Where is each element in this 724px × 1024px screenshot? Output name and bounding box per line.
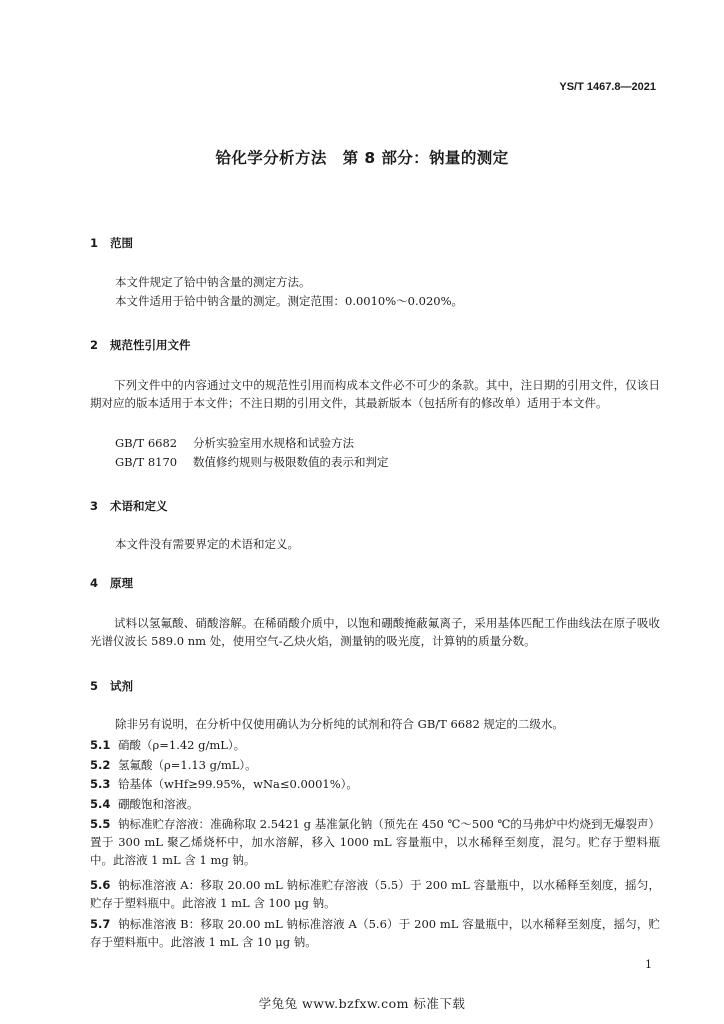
footer-watermark: 学兔兔 www.bzfxw.com 标准下载	[258, 996, 466, 1011]
item-number: 5.2	[90, 758, 111, 772]
reference-item	[115, 434, 354, 452]
item-text: 钠标准贮存溶液：准确称取 2.5421 g 基准氯化钠（预先在 450 ℃～500 ℃的马弗炉中灼烧到无爆裂声）置于 300 mL 聚乙烯烧杯中，加水溶解，移入 1000 mL 容量瓶中，以水稀释至刻度，混匀。贮存于塑料瓶中。此溶液 1 mL 含 1 mg 钠。	[90, 817, 660, 867]
paragraph: 本文件没有需要界定的术语和定义。	[115, 537, 299, 551]
section-2-heading	[90, 337, 191, 353]
paragraph: 试料以氢氟酸、硝酸溶解。在稀硝酸介质中，以饱和硼酸掩蔽氟离子，采用基体匹配工作曲线法在原子吸收光谱仪波长 589.0 nm 处，使用空气-乙炔火焰，测量钠的吸光度，计算钠的质量分数。	[90, 616, 660, 648]
standard-code: YS/T 1467.8—2021	[559, 81, 656, 93]
section-3-heading	[90, 498, 168, 514]
list-item	[90, 815, 660, 869]
item-text: 硼酸饱和溶液。	[118, 797, 199, 811]
reference-name: 分析实验室用水规格和试验方法	[193, 436, 354, 450]
list-item	[90, 736, 245, 754]
section-number: 2	[90, 338, 99, 352]
reference-item	[115, 453, 389, 471]
section-4-heading	[90, 575, 133, 591]
section-number: 5	[90, 679, 99, 693]
section-number: 3	[90, 499, 99, 513]
item-text: 钠标准溶液 A：移取 20.00 mL 钠标准贮存溶液（5.5）于 200 mL 容量瓶中，以水稀释至刻度，摇匀，贮存于塑料瓶中。此溶液 1 mL 含 100 μg 钠。	[90, 878, 660, 910]
list-item	[90, 756, 257, 774]
document-title: 铪化学分析方法 第 8 部分：钠量的测定	[215, 149, 509, 167]
list-item	[90, 795, 199, 813]
reference-code: GB/T 6682	[115, 436, 178, 450]
item-number: 5.6	[90, 878, 111, 892]
section-5-heading	[90, 678, 133, 694]
reference-code: GB/T 8170	[115, 455, 178, 469]
item-number: 5.1	[90, 738, 111, 752]
list-item	[90, 915, 660, 951]
section-number: 1	[90, 236, 99, 250]
section-number: 4	[90, 576, 99, 590]
paragraph: 下列文件中的内容通过文中的规范性引用而构成本文件必不可少的条款。其中，注日期的引用文件，仅该日期对应的版本适用于本文件；不注日期的引用文件，其最新版本（包括所有的修改单）适用于本文件。	[90, 378, 660, 410]
section-title: 范围	[110, 236, 133, 250]
paragraph: 本文件适用于铪中钠含量的测定。测定范围：0.0010%～0.020%。	[115, 294, 464, 308]
section-title: 术语和定义	[110, 499, 168, 513]
item-number: 5.7	[90, 917, 111, 931]
list-item	[90, 775, 358, 793]
list-item	[90, 876, 660, 912]
paragraph: 除非另有说明，在分析中仅使用确认为分析纯的试剂和符合 GB/T 6682 规定的二级水。	[115, 717, 564, 731]
item-text: 钠标准溶液 B：移取 20.00 mL 钠标准溶液 A（5.6）于 200 mL 容量瓶中，以水稀释至刻度，摇匀，贮存于塑料瓶中。此溶液 1 mL 含 10 μg 钠。	[90, 917, 660, 949]
paragraph: 本文件规定了铪中钠含量的测定方法。	[115, 275, 311, 289]
item-number: 5.5	[90, 817, 111, 831]
section-title: 试剂	[110, 679, 133, 693]
page-number: 1	[645, 958, 652, 971]
item-number: 5.4	[90, 797, 111, 811]
section-title: 原理	[110, 576, 133, 590]
reference-name: 数值修约规则与极限数值的表示和判定	[193, 455, 389, 469]
item-text: 氢氟酸（ρ=1.13 g/mL）。	[118, 758, 257, 772]
item-number: 5.3	[90, 777, 111, 791]
item-text: 铪基体（wHf≥99.95%，wNa≤0.0001%）。	[118, 777, 358, 791]
section-title: 规范性引用文件	[110, 338, 191, 352]
item-text: 硝酸（ρ=1.42 g/mL）。	[118, 738, 246, 752]
section-1-heading	[90, 235, 133, 251]
